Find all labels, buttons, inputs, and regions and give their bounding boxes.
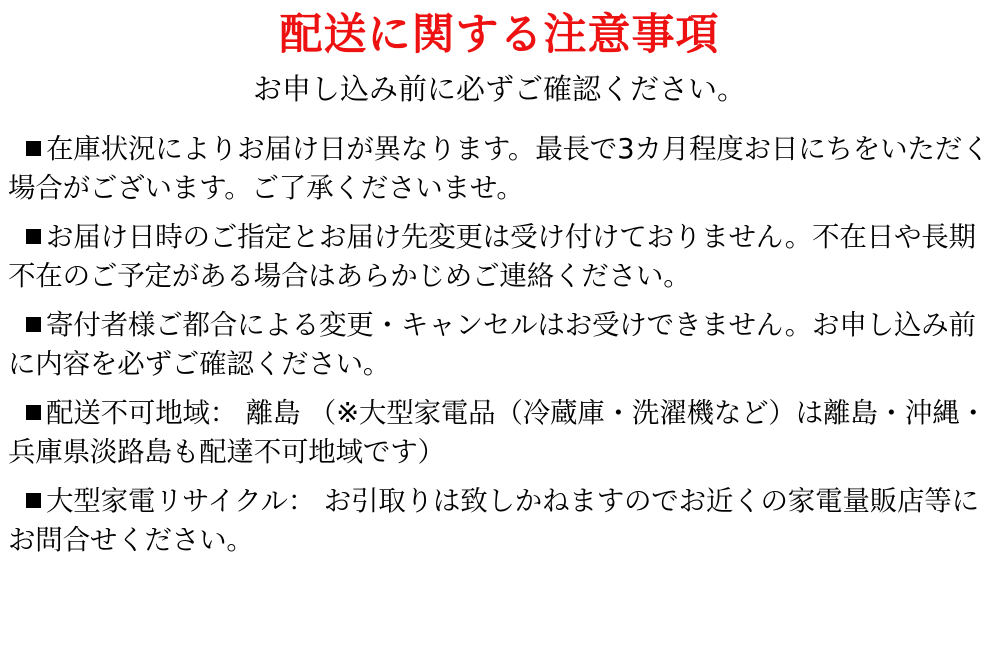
- square-bullet-icon: [26, 405, 41, 420]
- note-text: 配送不可地域： 離島 （※大型家電品（冷蔵庫・洗濯機など）は離島・沖縄・兵庫県淡路島も配達不可地域です）: [8, 397, 987, 469]
- note-text: 大型家電リサイクル： お引取りは致しかねますのでお近くの家電量販店等にお問合せください。: [8, 485, 979, 557]
- square-bullet-icon: [26, 317, 41, 332]
- page-title: 配送に関する注意事項: [279, 10, 720, 60]
- note-text: お届け日時のご指定とお届け先変更は受け付けておりません。不在日や長期不在のご予定がある場合はあらかじめご連絡ください。: [8, 221, 976, 293]
- notice-list: [0, 104, 999, 560]
- square-bullet-icon: [26, 229, 41, 244]
- list-item: [8, 130, 991, 208]
- list-item: [8, 482, 991, 560]
- list-item: [8, 306, 991, 384]
- list-item: [8, 394, 991, 472]
- note-text: 在庫状況によりお届け日が異なります。最長で3カ月程度お日にちをいただく場合がございます。ご了承くださいませ。: [8, 133, 990, 205]
- list-item: [8, 218, 991, 296]
- page-subtitle: お申し込み前に必ずご確認ください。: [252, 72, 746, 106]
- square-bullet-icon: [26, 141, 41, 156]
- square-bullet-icon: [26, 493, 41, 508]
- note-text: 寄付者様ご都合による変更・キャンセルはお受けできません。お申し込み前に内容を必ずご確認ください。: [8, 309, 976, 381]
